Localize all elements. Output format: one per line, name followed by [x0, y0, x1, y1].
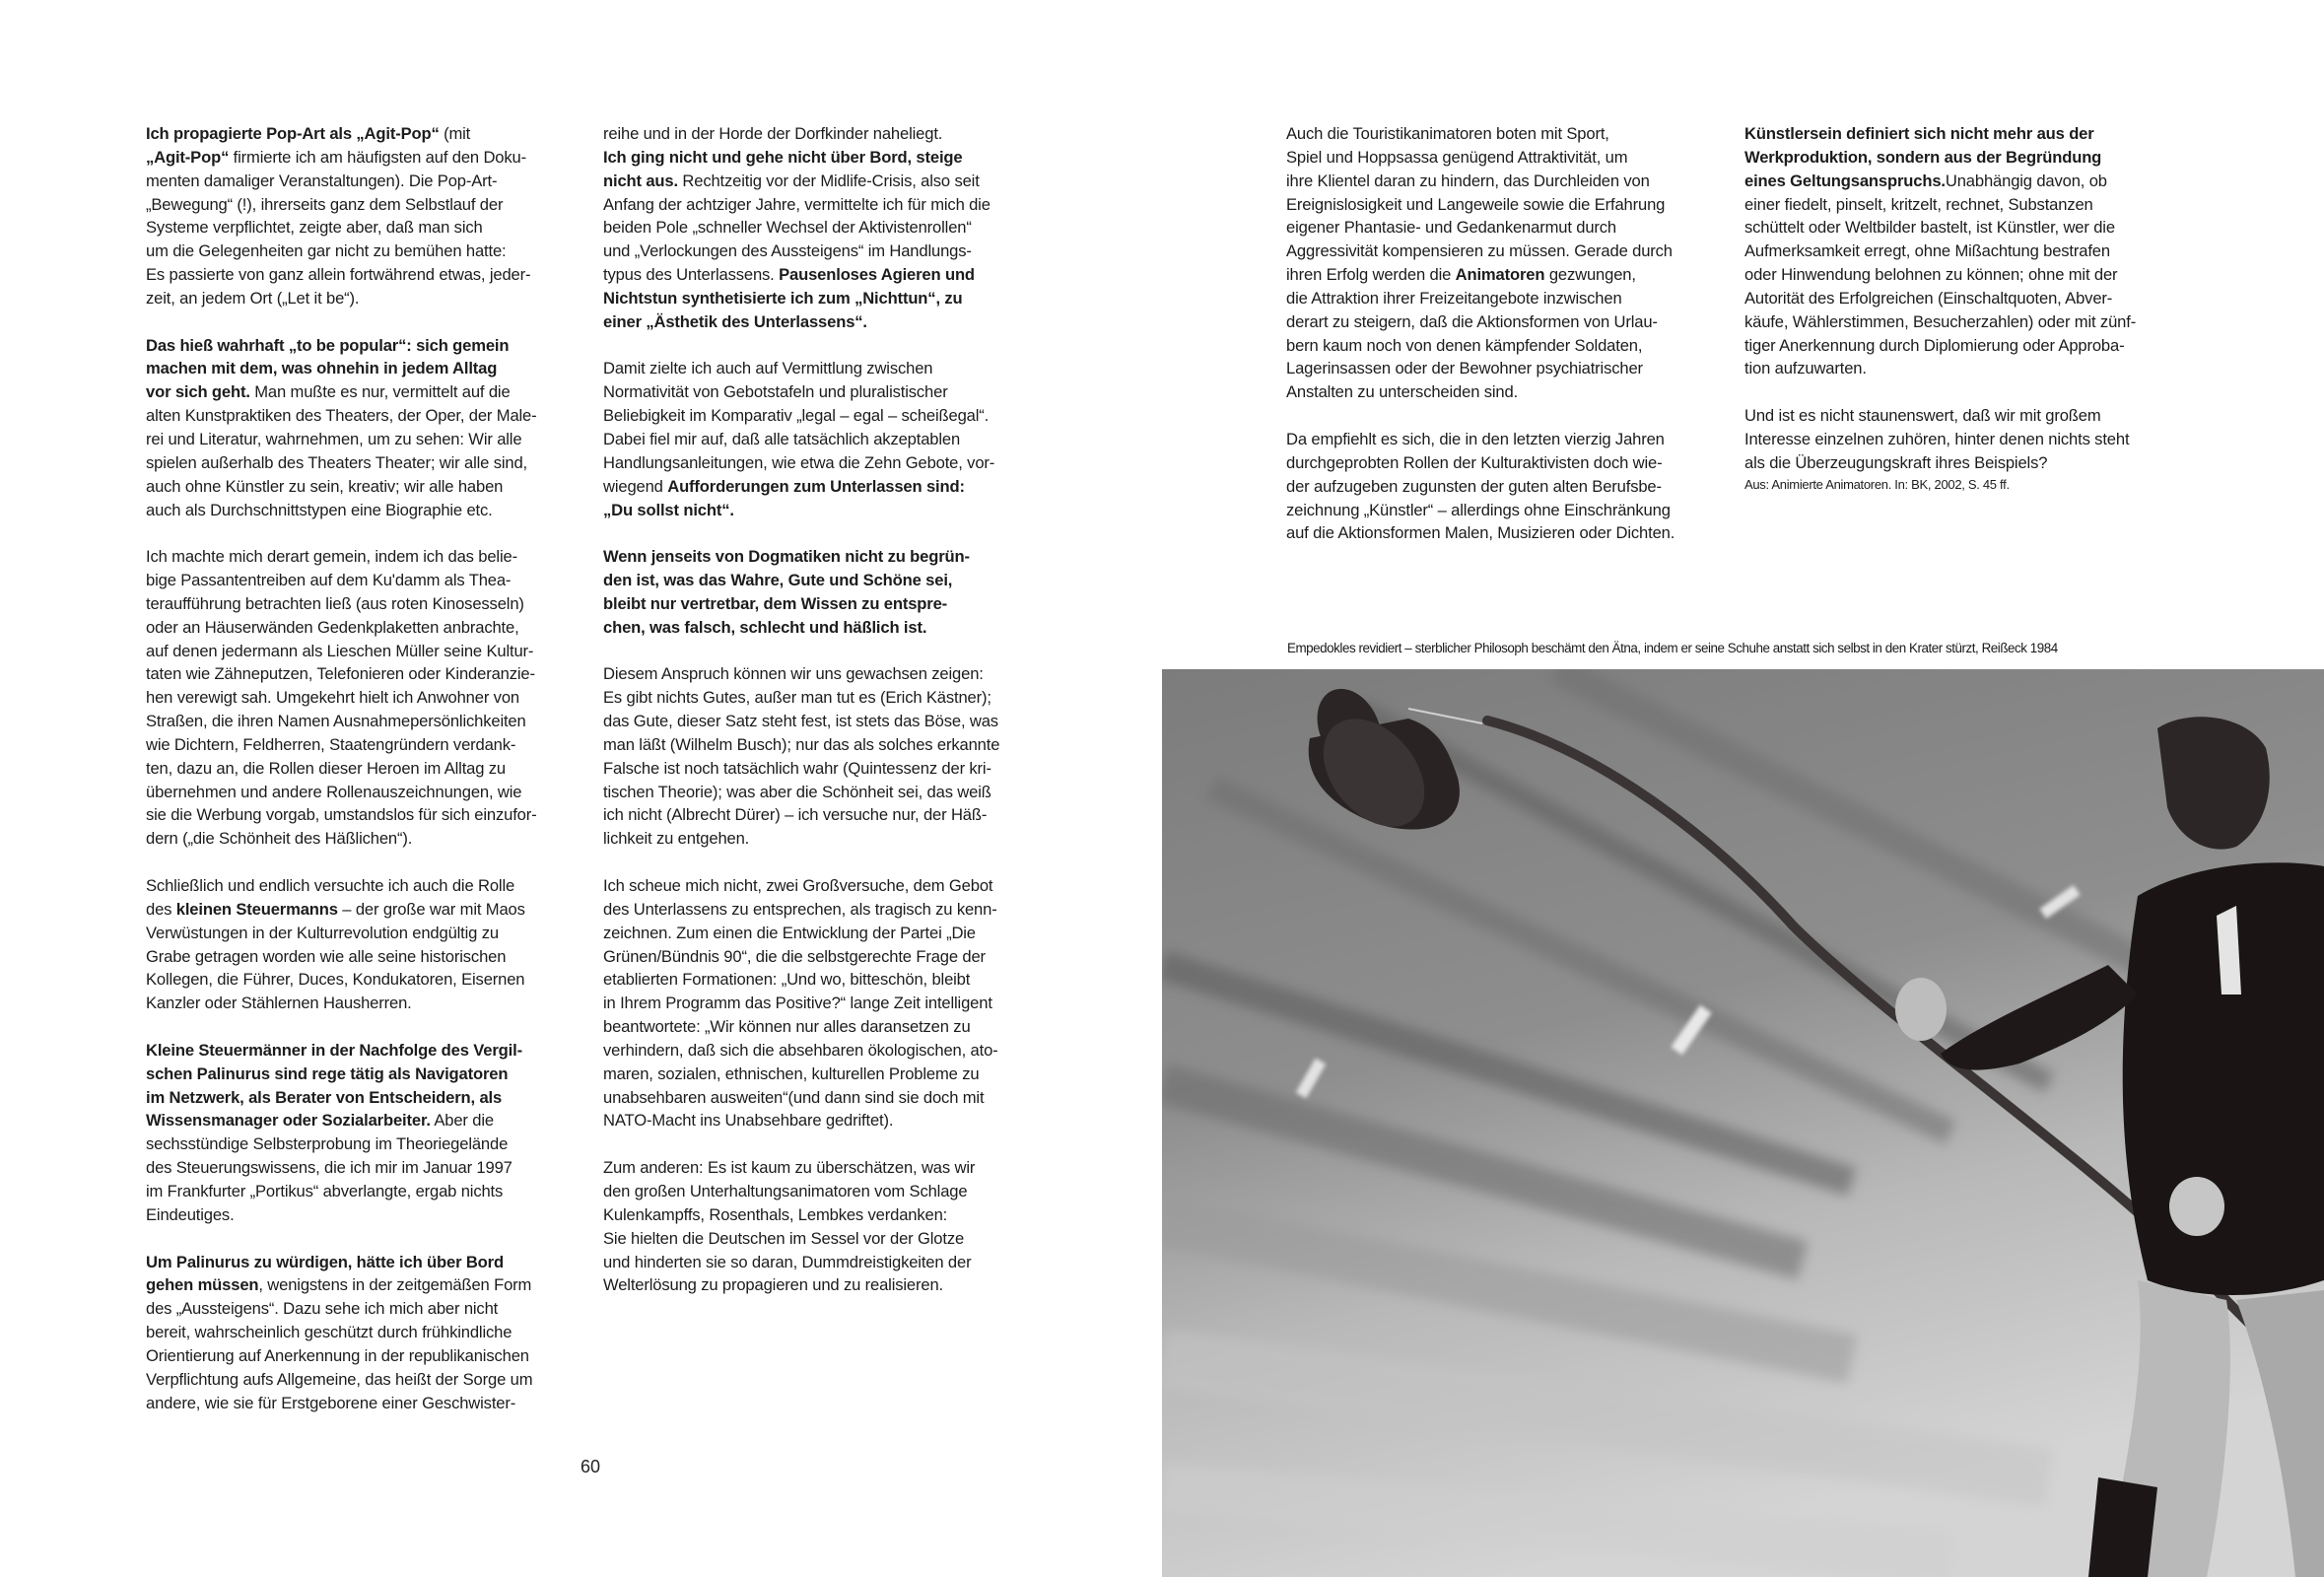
body-text: Anfang der achtziger Jahre, vermittelte ich für mich die [603, 194, 991, 214]
body-text: Aber die [430, 1111, 494, 1131]
paragraph-gap [603, 334, 1047, 358]
body-text: Sie hielten die Deutschen im Sessel vor der Glotze [603, 1228, 965, 1248]
body-text: auf denen jedermann als Lieschen Müller seine Kultur- [146, 641, 534, 660]
body-text: typus des Unterlassens. [603, 265, 780, 285]
bold-text: einer „Ästhetik des Unterlassens“. [603, 311, 867, 331]
text-line [146, 569, 589, 592]
body-text: Aggressivität kompensieren zu müssen. Gerade durch [1286, 241, 1673, 261]
text-line [603, 781, 1047, 804]
text-line [146, 781, 589, 804]
text-line [603, 240, 1047, 263]
body-text: , wenigstens in der zeitgemäßen Form [258, 1275, 532, 1295]
body-text: Rechtzeitig vor der Midlife-Crisis, also seit [677, 171, 980, 190]
text-line [146, 1063, 589, 1086]
body-text: ihre Klientel daran zu hindern, das Durchleiden von [1286, 171, 1650, 190]
text-line [1744, 451, 2188, 475]
body-text: Damit zielte ich auch auf Vermittlung zwischen [603, 359, 933, 378]
text-line [603, 451, 1047, 475]
text-line [146, 287, 589, 310]
text-line [146, 1086, 589, 1110]
body-text: Aufmerksamkeit erregt, ohne Mißachtung bestrafen [1744, 241, 2110, 261]
body-text: Welterlösung zu propagieren und zu realisieren. [603, 1275, 944, 1295]
text-line [1286, 521, 1730, 545]
body-text: Verwüstungen in der Kulturrevolution endgültig zu [146, 923, 499, 942]
bold-text: chen, was falsch, schlecht und häßlich ist. [603, 617, 927, 637]
body-text: Verpflichtung aufs Allgemeine, das heißt der Sorge um [146, 1369, 533, 1389]
text-line [146, 710, 589, 733]
text-line [1286, 240, 1730, 263]
body-text: Dabei fiel mir auf, daß alle tatsächlich akzeptablen [603, 429, 961, 448]
body-text: Man mußte es nur, vermittelt auf die [249, 382, 511, 402]
text-line [603, 1063, 1047, 1086]
paragraph-gap [603, 521, 1047, 545]
body-text: menten damaliger Veranstaltungen). Die Pop-Art- [146, 171, 498, 190]
paragraph-gap [603, 1132, 1047, 1156]
text-line [603, 263, 1047, 287]
body-text: auch als Durchschnittstypen eine Biographie etc. [146, 500, 493, 519]
body-text: einer fiedelt, pinselt, kritzelt, rechnet, Substanzen [1744, 194, 2093, 214]
text-line [146, 686, 589, 710]
text-line [603, 545, 1047, 569]
text-line [603, 428, 1047, 451]
bold-text: Werkproduktion, sondern aus der Begründung [1744, 147, 2102, 167]
body-text: NATO-Macht ins Unabsehbare gedriftet). [603, 1111, 894, 1131]
text-line [146, 640, 589, 663]
text-column-1 [146, 122, 589, 1414]
text-line [603, 1109, 1047, 1132]
body-text: in Ihrem Programm das Positive?“ lange Zeit intelligent [603, 994, 992, 1013]
body-text: wie Dichtern, Feldherren, Staatengründern verdank- [146, 734, 516, 754]
body-text: durchgeprobten Rollen der Kulturaktivisten doch wie- [1286, 452, 1663, 472]
text-line [146, 428, 589, 451]
bold-text: schen Palinurus sind rege tätig als Navigatoren [146, 1063, 509, 1083]
text-line [603, 827, 1047, 851]
text-line [146, 263, 589, 287]
body-text: (mit [439, 124, 471, 143]
paragraph-gap [1286, 404, 1730, 428]
bold-text: kleinen Steuermanns [175, 899, 338, 919]
text-line [603, 1227, 1047, 1251]
text-column-3 [1286, 122, 1730, 545]
body-text: – der große war mit Maos [337, 899, 525, 919]
body-text: „Bewegung“ (!), ihrerseits ganz dem Selbstlauf der [146, 194, 504, 214]
body-text: Falsche ist noch tatsächlich wahr (Quintessenz der kri- [603, 758, 991, 778]
text-line [146, 380, 589, 404]
text-line [1286, 122, 1730, 146]
body-text: reihe und in der Horde der Dorfkinder naheliegt. [603, 124, 943, 143]
text-line [603, 404, 1047, 428]
text-line [146, 146, 589, 170]
body-text: unabsehbaren ausweiten“(und dann sind sie doch mit [603, 1087, 985, 1107]
text-line [603, 310, 1047, 334]
text-line [603, 992, 1047, 1015]
text-line [1286, 334, 1730, 358]
text-line [146, 216, 589, 240]
body-text: Auch die Touristikanimatoren boten mit Sport, [1286, 124, 1609, 143]
body-text: den großen Unterhaltungsanimatoren vom Schlage [603, 1181, 968, 1200]
text-line [603, 475, 1047, 499]
text-line [1286, 451, 1730, 475]
body-text: sie die Werbung vorgab, umstandslos für sich einzufor- [146, 805, 537, 825]
page-number: 60 [581, 1457, 601, 1476]
body-text: zeit, an jedem Ort („Let it be“). [146, 288, 360, 308]
body-text: übernehmen und andere Rollenauszeichnungen, wie [146, 782, 522, 801]
body-text: Beliebigkeit im Komparativ „legal – egal – scheißegal“. [603, 406, 990, 426]
text-line [146, 733, 589, 757]
body-text: Ereignislosigkeit und Langeweile sowie die Erfahrung [1286, 194, 1666, 214]
text-line [603, 122, 1047, 146]
bold-text: nicht aus. [603, 171, 678, 190]
text-line [603, 874, 1047, 898]
text-line [603, 1086, 1047, 1110]
text-line [1744, 357, 2188, 380]
text-line [146, 357, 589, 380]
text-line [603, 1180, 1047, 1203]
text-line [146, 592, 589, 616]
paragraph-gap [603, 640, 1047, 663]
right-page [1162, 0, 2324, 1577]
text-line [1286, 380, 1730, 404]
body-text: wiegend [603, 476, 668, 496]
body-text: teraufführung betrachten ließ (aus roten Kinosesseln) [146, 593, 524, 613]
text-line [603, 146, 1047, 170]
body-text: auch ohne Künstler zu sein, kreativ; wir alle haben [146, 476, 504, 496]
photograph-empedokles [1162, 669, 2324, 1577]
text-line [603, 1156, 1047, 1180]
text-line [146, 827, 589, 851]
bold-text: Aufforderungen zum Unterlassen sind: [667, 476, 965, 496]
body-text: und „Verlockungen des Aussteigens“ im Handlungs- [603, 241, 972, 261]
text-column-2 [603, 122, 1047, 1297]
text-line [1286, 357, 1730, 380]
text-line [146, 499, 589, 522]
bold-text: „Du sollst nicht“. [603, 500, 734, 519]
body-text: alten Kunstpraktiken des Theaters, der Oper, der Male- [146, 406, 537, 426]
body-text: spielen außerhalb des Theaters Theater; wir alle sind, [146, 452, 527, 472]
body-text: zeichnung „Künstler“ – allerdings ohne Einschränkung [1286, 500, 1671, 519]
body-text: man läßt (Wilhelm Busch); nur das als solches erkannte [603, 734, 1000, 754]
bold-text: bleibt nur vertretbar, dem Wissen zu entspre- [603, 593, 948, 613]
text-line [1286, 146, 1730, 170]
body-text: Kanzler oder Stählernen Hausherren. [146, 994, 412, 1013]
bold-text: Künstlersein definiert sich nicht mehr aus der [1744, 124, 2094, 143]
body-text: im Frankfurter „Portikus“ abverlangte, ergab nichts [146, 1181, 504, 1200]
body-text: Kollegen, die Führer, Duces, Kondukatoren, Eisernen [146, 970, 525, 990]
body-text: Normativität von Gebotstafeln und pluralistischer [603, 382, 948, 402]
text-line [146, 1132, 589, 1156]
text-line [146, 1156, 589, 1180]
text-line [603, 662, 1047, 686]
text-line [146, 475, 589, 499]
text-line [603, 1015, 1047, 1039]
text-line [603, 216, 1047, 240]
text-line [1286, 170, 1730, 193]
bold-text: Ich ging nicht und gehe nicht über Bord, steige [603, 147, 963, 167]
text-line [146, 1392, 589, 1415]
bold-text: im Netzwerk, als Berater von Entscheidern, als [146, 1087, 503, 1107]
body-text: Grünen/Bündnis 90“, die die selbstgerechte Frage der [603, 946, 986, 966]
body-text: Es gibt nichts Gutes, außer man tut es (Erich Kästner); [603, 688, 991, 708]
text-line [603, 922, 1047, 945]
text-line [146, 545, 589, 569]
text-line [603, 569, 1047, 592]
text-line [146, 1368, 589, 1392]
body-text: auf die Aktionsformen Malen, Musizieren oder Dichten. [1286, 523, 1675, 543]
text-line [146, 803, 589, 827]
body-text: andere, wie sie für Erstgeborene einer Geschwister- [146, 1393, 516, 1412]
text-line [146, 945, 589, 969]
body-text: Eindeutiges. [146, 1204, 235, 1224]
paragraph-gap [146, 310, 589, 334]
text-line [603, 1251, 1047, 1274]
bold-text: Kleine Steuermänner in der Nachfolge des Vergil- [146, 1040, 522, 1060]
paragraph-gap [146, 521, 589, 545]
body-text: oder an Häuserwänden Gedenkplaketten anbrachte, [146, 617, 519, 637]
body-text: firmierte ich am häufigsten auf den Doku- [229, 147, 526, 167]
text-line [1744, 428, 2188, 451]
body-text: beiden Pole „schneller Wechsel der Aktivistenrollen“ [603, 218, 972, 238]
text-line [603, 686, 1047, 710]
text-line [146, 874, 589, 898]
body-text: ich nicht (Albrecht Dürer) – ich versuche nur, der Häß- [603, 805, 988, 825]
body-text: Spiel und Hoppsassa genügend Attraktivität, um [1286, 147, 1628, 167]
paragraph-gap [146, 1227, 589, 1251]
body-text: Kulenkampffs, Rosenthals, Lembkes verdanken: [603, 1204, 948, 1224]
body-text: das Gute, dieser Satz steht fest, ist stets das Böse, was [603, 712, 998, 731]
body-text: rei und Literatur, wahrnehmen, um zu sehen: Wir alle [146, 429, 522, 448]
text-line [1744, 170, 2188, 193]
body-text: eigener Phantasie- und Gedankenarmut durch [1286, 218, 1617, 238]
body-text: sechsstündige Selbsterprobung im Theoriegelände [146, 1134, 509, 1154]
text-line [603, 710, 1047, 733]
text-line [146, 968, 589, 992]
text-line [146, 1251, 589, 1274]
body-text: lichkeit zu entgehen. [603, 829, 750, 849]
text-line [1744, 334, 2188, 358]
text-line [603, 592, 1047, 616]
bold-text: gehen müssen [146, 1275, 259, 1295]
body-text: Ich scheue mich nicht, zwei Großversuche, dem Gebot [603, 876, 993, 895]
text-line [146, 1203, 589, 1227]
text-line [603, 945, 1047, 969]
body-text: oder Hinwendung belohnen zu können; ohne mit der [1744, 265, 2118, 285]
bold-text: machen mit dem, was ohnehin in jedem Alltag [146, 359, 498, 378]
bold-text: Wissensmanager oder Sozialarbeiter. [146, 1111, 431, 1131]
text-line [1286, 287, 1730, 310]
text-line [146, 404, 589, 428]
text-line [1744, 287, 2188, 310]
source-note: Aus: Animierte Animatoren. In: BK, 2002, S. 45 ff. [1744, 476, 2010, 492]
paragraph-gap [603, 851, 1047, 874]
text-line [1286, 263, 1730, 287]
body-text: taten wie Zähneputzen, Telefonieren oder Kinderanzie- [146, 664, 535, 684]
body-text: die Attraktion ihrer Freizeitangebote inzwischen [1286, 288, 1622, 308]
text-line [146, 1297, 589, 1321]
text-line [1744, 193, 2188, 217]
bold-text: vor sich geht. [146, 382, 250, 402]
body-text: Schließlich und endlich versuchte ich auch die Rolle [146, 876, 515, 895]
body-text: des [146, 899, 176, 919]
photo-illustration [1162, 669, 2324, 1577]
body-text: Anstalten zu unterscheiden sind. [1286, 382, 1519, 402]
text-line [603, 968, 1047, 992]
text-line [603, 1039, 1047, 1063]
text-line [1286, 193, 1730, 217]
body-text: ten, dazu an, die Rollen dieser Heroen im Alltag zu [146, 758, 507, 778]
body-text: hen verewigt sah. Umgekehrt hielt ich Anwohner von [146, 688, 519, 708]
text-line [146, 898, 589, 922]
bold-text: Nichtstun synthetisierte ich zum „Nichttun“, zu [603, 288, 963, 308]
bold-text: Um Palinurus zu würdigen, hätte ich über Bord [146, 1252, 504, 1271]
body-text: Diesem Anspruch können wir uns gewachsen zeigen: [603, 664, 984, 684]
body-text: Grabe getragen worden wie alle seine historischen [146, 946, 507, 966]
text-line [1286, 499, 1730, 522]
body-text: und hinderten sie so daran, Dummdreistigkeiten der [603, 1252, 972, 1271]
text-line [603, 499, 1047, 522]
text-line [146, 757, 589, 781]
text-line [146, 922, 589, 945]
body-text: tischen Theorie); was aber die Schönheit sei, das weiß [603, 782, 991, 801]
body-text: schüttelt oder Weltbilder bastelt, ist Künstler, wer die [1744, 218, 2115, 238]
photo-caption: Empedokles revidiert – sterblicher Philosoph beschämt den Ätna, indem er seine Schuhe anstatt sich selbst in den Krater stürzt, Reißeck 1984 [1287, 641, 2058, 655]
paragraph-gap [146, 1015, 589, 1039]
body-text: beantwortete: „Wir können nur alles daransetzen zu [603, 1017, 971, 1037]
bold-text: Wenn jenseits von Dogmatiken nicht zu begrün- [603, 547, 970, 567]
text-line [146, 992, 589, 1015]
body-text: zeichnen. Zum einen die Entwicklung der Partei „Die [603, 923, 976, 942]
body-text: Straßen, die ihren Namen Ausnahmepersönlichkeiten [146, 712, 526, 731]
text-line [146, 451, 589, 475]
bold-text: Ich propagierte Pop-Art als „Agit-Pop“ [146, 124, 440, 143]
text-line [146, 193, 589, 217]
body-text: bige Passantentreiben auf dem Ku'damm als Thea- [146, 571, 512, 590]
text-line [603, 357, 1047, 380]
body-text: Handlungsanleitungen, wie etwa die Zehn Gebote, vor- [603, 452, 995, 472]
body-text: des „Aussteigens“. Dazu sehe ich mich aber nicht [146, 1299, 499, 1319]
text-line [1286, 428, 1730, 451]
body-text: Interesse einzelnen zuhören, hinter denen nichts steht [1744, 429, 2130, 448]
body-text: als die Überzeugungskraft ihres Beispiels? [1744, 452, 2048, 472]
bold-text: eines Geltungsanspruchs. [1744, 171, 1946, 190]
body-text: um die Gelegenheiten gar nicht zu bemühen hatte: [146, 241, 507, 261]
text-line [146, 170, 589, 193]
body-text: Systeme verpflichtet, zeigte aber, daß man sich [146, 218, 483, 238]
text-line [146, 1109, 589, 1132]
paragraph-gap [146, 851, 589, 874]
text-line [603, 193, 1047, 217]
bold-text: Pausenloses Agieren und [779, 265, 975, 285]
text-line [146, 616, 589, 640]
text-line [146, 1321, 589, 1344]
text-line [1286, 310, 1730, 334]
text-line [1744, 122, 2188, 146]
body-text: gezwungen, [1544, 265, 1636, 285]
text-line [1286, 216, 1730, 240]
text-line [603, 1203, 1047, 1227]
bold-text: Animatoren [1455, 265, 1545, 285]
body-text: Autorität des Erfolgreichen (Einschaltquoten, Abver- [1744, 288, 2113, 308]
body-text: Orientierung auf Anerkennung in der republikanischen [146, 1345, 529, 1365]
text-line [603, 287, 1047, 310]
body-text: Ich machte mich derart gemein, indem ich das belie- [146, 547, 517, 567]
text-line [603, 757, 1047, 781]
body-text: Es passierte von ganz allein fortwährend etwas, jeder- [146, 265, 531, 285]
text-line [146, 1273, 589, 1297]
bold-text: „Agit-Pop“ [146, 147, 230, 167]
body-text: Zum anderen: Es ist kaum zu überschätzen, was wir [603, 1158, 976, 1178]
text-line [1744, 404, 2188, 428]
text-line [146, 334, 589, 358]
body-text: maren, sozialen, ethnischen, kulturellen Probleme zu [603, 1063, 980, 1083]
body-text: bern kaum noch von denen kämpfender Soldaten, [1286, 335, 1643, 355]
text-line [1744, 263, 2188, 287]
text-line [1744, 310, 2188, 334]
text-line [603, 898, 1047, 922]
text-line [1744, 216, 2188, 240]
text-line [603, 1273, 1047, 1297]
body-text: dern („die Schönheit des Häßlichen“). [146, 829, 413, 849]
body-text: tion aufzuwarten. [1744, 359, 1867, 378]
text-line [1744, 146, 2188, 170]
text-line [603, 170, 1047, 193]
body-text: bereit, wahrscheinlich geschützt durch frühkindliche [146, 1323, 513, 1342]
paragraph-gap [1744, 380, 2188, 404]
text-line [1744, 240, 2188, 263]
body-text: verhindern, daß sich die absehbaren ökologischen, ato- [603, 1040, 998, 1060]
body-text: tiger Anerkennung durch Diplomierung oder Approba- [1744, 335, 2125, 355]
body-text: käufe, Wählerstimmen, Besucherzahlen) oder mit zünf- [1744, 311, 2137, 331]
bold-text: den ist, was das Wahre, Gute und Schöne sei, [603, 571, 953, 590]
text-column-4 [1744, 122, 2188, 495]
body-text: Da empfiehlt es sich, die in den letzten vierzig Jahren [1286, 429, 1665, 448]
text-line [603, 803, 1047, 827]
text-line [603, 733, 1047, 757]
body-text: ihren Erfolg werden die [1286, 265, 1456, 285]
body-text: Und ist es nicht staunenswert, daß wir mit großem [1744, 406, 2101, 426]
text-line [603, 380, 1047, 404]
text-line [146, 122, 589, 146]
bold-text: Das hieß wahrhaft „to be popular“: sich gemein [146, 335, 510, 355]
body-text: des Steuerungswissens, die ich mir im Januar 1997 [146, 1158, 513, 1178]
text-line [1286, 475, 1730, 499]
body-text: Lagerinsassen oder der Bewohner psychiatrischer [1286, 359, 1643, 378]
text-line [146, 1344, 589, 1368]
text-line [146, 1039, 589, 1063]
text-line [146, 662, 589, 686]
body-text: derart zu steigern, daß die Aktionsformen von Urlau- [1286, 311, 1658, 331]
body-text: etablierten Formationen: „Und wo, bitteschön, bleibt [603, 970, 971, 990]
body-text: des Unterlassens zu entsprechen, als tragisch zu kenn- [603, 899, 997, 919]
body-text: der aufzugeben zugunsten der guten alten Berufsbe- [1286, 476, 1662, 496]
text-line [603, 616, 1047, 640]
body-text: Unabhängig davon, ob [1945, 171, 2107, 190]
text-line [146, 1180, 589, 1203]
text-line [146, 240, 589, 263]
